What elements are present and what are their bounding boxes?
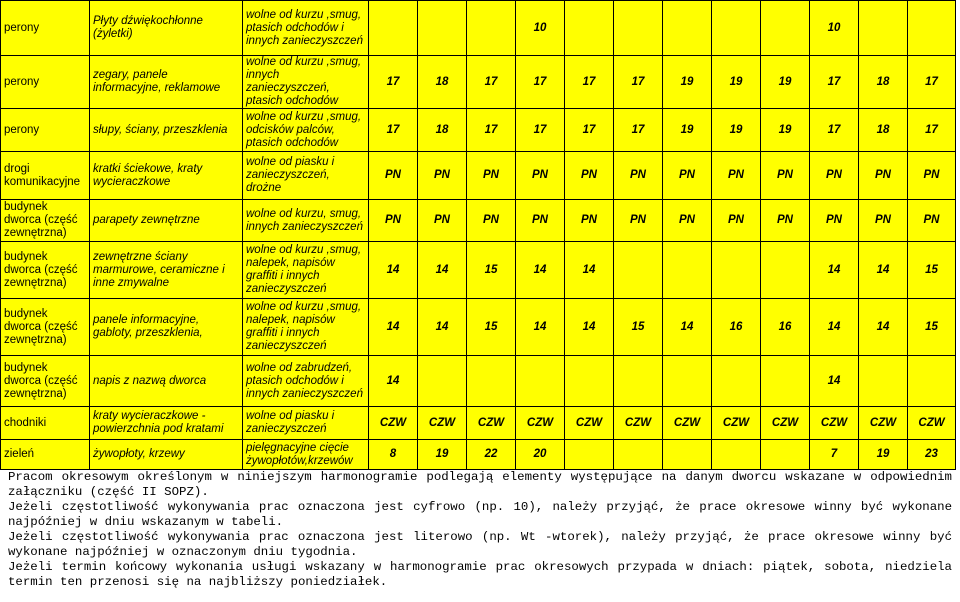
month-cell: 18 <box>859 109 908 152</box>
element-cell: kratki ściekowe, kraty wycieraczkowe <box>90 152 243 200</box>
month-cell <box>565 356 614 407</box>
scope-cell: wolne od piasku i zanieczyszczeń, drożne <box>243 152 369 200</box>
table-row <box>1 152 956 200</box>
table-row <box>1 56 956 109</box>
month-cell <box>614 242 663 299</box>
month-cell: 7 <box>810 440 859 470</box>
month-cell <box>663 1 712 56</box>
month-cell: 10 <box>516 1 565 56</box>
month-cell: PN <box>418 200 467 242</box>
month-cell <box>614 1 663 56</box>
month-cell: 15 <box>908 242 956 299</box>
month-cell: 19 <box>859 440 908 470</box>
month-cell: 18 <box>418 56 467 109</box>
month-cell: PN <box>908 200 956 242</box>
month-cell: 14 <box>516 299 565 356</box>
month-cell: 17 <box>369 109 418 152</box>
month-cell: PN <box>467 200 516 242</box>
month-cell: PN <box>859 152 908 200</box>
month-cell: 14 <box>565 299 614 356</box>
month-cell: 17 <box>908 109 956 152</box>
month-cell: 14 <box>859 242 908 299</box>
month-cell: 17 <box>565 56 614 109</box>
place-cell: budynek dworca (część zewnętrzna) <box>1 299 90 356</box>
month-cell: 18 <box>859 56 908 109</box>
month-cell: 19 <box>663 109 712 152</box>
month-cell <box>859 1 908 56</box>
element-cell: parapety zewnętrzne <box>90 200 243 242</box>
month-cell <box>467 356 516 407</box>
place-cell: budynek dworca (część zewnętrzna) <box>1 242 90 299</box>
scope-cell: wolne od kurzu, smug, innych zanieczyszczeń <box>243 200 369 242</box>
month-cell: PN <box>712 200 761 242</box>
month-cell: PN <box>467 152 516 200</box>
month-cell: 17 <box>369 56 418 109</box>
month-cell: 14 <box>369 356 418 407</box>
month-cell: 14 <box>810 356 859 407</box>
month-cell: 20 <box>516 440 565 470</box>
month-cell: 19 <box>712 109 761 152</box>
month-cell <box>418 1 467 56</box>
month-cell: PN <box>810 200 859 242</box>
table-row <box>1 299 956 356</box>
place-cell: budynek dworca (część zewnętrzna) <box>1 200 90 242</box>
month-cell: CZW <box>467 407 516 440</box>
month-cell <box>614 440 663 470</box>
month-cell: 17 <box>516 56 565 109</box>
month-cell: PN <box>369 152 418 200</box>
scope-cell: wolne od kurzu ,smug, odcisków palców, ptasich odchodów <box>243 109 369 152</box>
month-cell: PN <box>418 152 467 200</box>
place-cell: perony <box>1 109 90 152</box>
month-cell: PN <box>663 152 712 200</box>
month-cell: 14 <box>810 299 859 356</box>
month-cell: CZW <box>859 407 908 440</box>
month-cell: 14 <box>663 299 712 356</box>
scope-cell: wolne od kurzu ,smug, innych zanieczyszczeń, ptasich odchodów <box>243 56 369 109</box>
month-cell <box>418 356 467 407</box>
month-cell: PN <box>614 152 663 200</box>
month-cell <box>614 356 663 407</box>
place-cell: drogi komunikacyjne <box>1 152 90 200</box>
note-paragraph-4: Jeżeli termin końcowy wykonania usługi wskazany w harmonogramie prac okresowych przypada w dniach: piątek, sobota, niedziela termin ten przenosi się na najbliższy poniedziałek. <box>8 560 952 589</box>
month-cell: CZW <box>614 407 663 440</box>
month-cell: CZW <box>565 407 614 440</box>
month-cell: 17 <box>467 109 516 152</box>
month-cell <box>908 356 956 407</box>
element-cell: kraty wycieraczkowe - powierzchnia pod kratami <box>90 407 243 440</box>
month-cell <box>761 1 810 56</box>
month-cell: 16 <box>712 299 761 356</box>
element-cell: napis z nazwą dworca <box>90 356 243 407</box>
scope-cell: wolne od piasku i zanieczyszczeń <box>243 407 369 440</box>
month-cell <box>516 356 565 407</box>
month-cell <box>369 1 418 56</box>
note-paragraph-1: Pracom okresowym określonym w niniejszym harmonogramie podlegają elementy występujące na danym dworcu wskazane w odpowiednim załączniku (część II SOPZ). <box>8 470 952 499</box>
month-cell <box>663 356 712 407</box>
month-cell <box>712 356 761 407</box>
month-cell: CZW <box>418 407 467 440</box>
month-cell <box>761 242 810 299</box>
month-cell: CZW <box>369 407 418 440</box>
month-cell: 8 <box>369 440 418 470</box>
month-cell: 15 <box>467 242 516 299</box>
table-row <box>1 109 956 152</box>
table-row <box>1 242 956 299</box>
month-cell: PN <box>614 200 663 242</box>
scope-cell: pielęgnacyjne cięcie żywopłotów,krzewów <box>243 440 369 470</box>
month-cell <box>565 440 614 470</box>
month-cell <box>761 440 810 470</box>
month-cell <box>467 1 516 56</box>
table-row <box>1 1 956 56</box>
month-cell: 23 <box>908 440 956 470</box>
month-cell: 15 <box>908 299 956 356</box>
month-cell: 17 <box>614 109 663 152</box>
element-cell: zegary, panele informacyjne, reklamowe <box>90 56 243 109</box>
month-cell: CZW <box>712 407 761 440</box>
month-cell: CZW <box>761 407 810 440</box>
place-cell: perony <box>1 1 90 56</box>
element-cell: zewnętrzne ściany marmurowe, ceramiczne i inne zmywalne <box>90 242 243 299</box>
element-cell: słupy, ściany, przeszklenia <box>90 109 243 152</box>
month-cell: PN <box>565 152 614 200</box>
month-cell: PN <box>761 200 810 242</box>
table-row <box>1 356 956 407</box>
month-cell <box>712 1 761 56</box>
month-cell: CZW <box>663 407 712 440</box>
month-cell: 17 <box>908 56 956 109</box>
month-cell: 17 <box>810 109 859 152</box>
month-cell: CZW <box>516 407 565 440</box>
table-row <box>1 440 956 470</box>
month-cell: PN <box>859 200 908 242</box>
place-cell: zieleń <box>1 440 90 470</box>
scope-cell: wolne od kurzu ,smug, nalepek, napisów graffiti i innych zanieczyszczeń <box>243 242 369 299</box>
month-cell: PN <box>908 152 956 200</box>
place-cell: perony <box>1 56 90 109</box>
month-cell: PN <box>663 200 712 242</box>
scope-cell: wolne od kurzu ,smug, nalepek, napisów graffiti i innych zanieczyszczeń <box>243 299 369 356</box>
month-cell: CZW <box>908 407 956 440</box>
month-cell <box>663 242 712 299</box>
month-cell <box>565 1 614 56</box>
element-cell: panele informacyjne, gabloty, przeszklenia, <box>90 299 243 356</box>
month-cell: 17 <box>467 56 516 109</box>
scope-cell: wolne od zabrudzeń, ptasich odchodów i innych zanieczyszczeń <box>243 356 369 407</box>
month-cell: PN <box>810 152 859 200</box>
month-cell: 14 <box>810 242 859 299</box>
note-paragraph-2: Jeżeli częstotliwość wykonywania prac oznaczona jest cyfrowo (np. 10), należy przyjąć, że prace okresowe winny być wykonane najpóźniej w dniu wskazanym w tabeli. <box>8 500 952 529</box>
table-row <box>1 200 956 242</box>
month-cell <box>663 440 712 470</box>
month-cell: 19 <box>761 109 810 152</box>
month-cell: CZW <box>810 407 859 440</box>
month-cell: 10 <box>810 1 859 56</box>
month-cell: 16 <box>761 299 810 356</box>
month-cell <box>859 356 908 407</box>
month-cell: PN <box>516 152 565 200</box>
month-cell <box>712 242 761 299</box>
month-cell: 15 <box>614 299 663 356</box>
month-cell: 14 <box>369 299 418 356</box>
place-cell: budynek dworca (część zewnętrzna) <box>1 356 90 407</box>
notes-block <box>8 470 952 590</box>
month-cell: 14 <box>565 242 614 299</box>
month-cell: 14 <box>516 242 565 299</box>
month-cell: 17 <box>810 56 859 109</box>
month-cell: 15 <box>467 299 516 356</box>
month-cell: 18 <box>418 109 467 152</box>
month-cell: 14 <box>369 242 418 299</box>
month-cell: 17 <box>565 109 614 152</box>
month-cell: 14 <box>859 299 908 356</box>
month-cell: PN <box>712 152 761 200</box>
scope-cell: wolne od kurzu ,smug, ptasich odchodów i innych zanieczyszczeń <box>243 1 369 56</box>
element-cell: Płyty dźwiękochłonne (żyletki) <box>90 1 243 56</box>
month-cell: PN <box>369 200 418 242</box>
month-cell <box>712 440 761 470</box>
month-cell: PN <box>761 152 810 200</box>
month-cell: 17 <box>516 109 565 152</box>
month-cell: PN <box>565 200 614 242</box>
table-row <box>1 407 956 440</box>
month-cell: 19 <box>418 440 467 470</box>
month-cell: PN <box>516 200 565 242</box>
month-cell: 22 <box>467 440 516 470</box>
month-cell: 19 <box>761 56 810 109</box>
month-cell: 19 <box>663 56 712 109</box>
month-cell: 14 <box>418 299 467 356</box>
month-cell: 17 <box>614 56 663 109</box>
place-cell: chodniki <box>1 407 90 440</box>
note-paragraph-3: Jeżeli częstotliwość wykonywania prac oznaczona jest literowo (np. Wt -wtorek), należy przyjąć, że prace okresowe winny być wykonane najpóźniej w oznaczonym dniu tygodnia. <box>8 530 952 559</box>
month-cell: 14 <box>418 242 467 299</box>
month-cell: 19 <box>712 56 761 109</box>
month-cell <box>908 1 956 56</box>
element-cell: żywopłoty, krzewy <box>90 440 243 470</box>
month-cell <box>761 356 810 407</box>
